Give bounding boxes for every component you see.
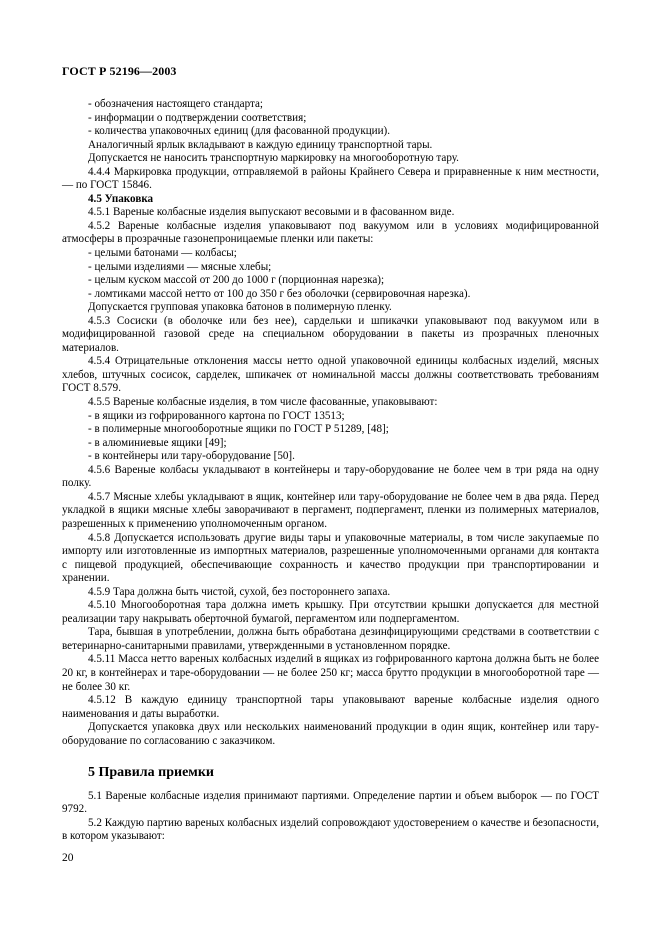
list-item: - целыми изделиями — мясные хлебы;: [88, 260, 272, 273]
clause-4-4-4: 4.4.4 Маркировка продукции, отправляемой в районы Крайнего Севера и приравненные к ним местности, — по ГОСТ 15846.: [62, 165, 599, 192]
clause-4-5-2: 4.5.2 Вареные колбасные изделия упаковывают под вакуумом или в условиях модифицированной атмосферы в прозрачные газонепроницаемые пленки или пакеты:: [62, 219, 599, 246]
document-header: ГОСТ Р 52196—2003: [62, 64, 177, 78]
page-number: 20: [62, 852, 74, 864]
list-item: - в контейнеры или тару-оборудование [50].: [88, 450, 295, 463]
list-item: - в ящики из гофрированного картона по ГОСТ 13513;: [88, 409, 345, 422]
subsection-title: 4.5 Упаковка: [88, 192, 154, 205]
text-line: - количества упаковочных единиц (для фасованной продукции).: [88, 125, 390, 138]
text-line: Допускается не наносить транспортную маркировку на многооборотную тару.: [88, 152, 459, 165]
clause-4-5-9: 4.5.9 Тара должна быть чистой, сухой, без постороннего запаха.: [88, 585, 391, 598]
clause-4-5-11: 4.5.11 Масса нетто вареных колбасных изделий в ящиках из гофрированного картона должна быть не более 20 кг, в контейнерах и таре-оборудовании — не более 250 кг; масса брутто продукции в многооборотной таре — не более 30 кг.: [62, 653, 599, 693]
text-line: Аналогичный ярлык вкладывают в каждую единицу транспортной тары.: [88, 138, 433, 151]
list-item: - ломтиками массой нетто от 100 до 350 г без оболочки (сервировочная нарезка).: [88, 287, 471, 300]
section-title: 5 Правила приемки: [88, 765, 214, 781]
text-line: Тара, бывшая в употреблении, должна быть обработана дезинфицирующими средствами в соответствии с ветеринарно-санитарными правилами, утвержденными в установленном порядке.: [62, 626, 599, 652]
clause-5-2: 5.2 Каждую партию вареных колбасных изделий сопровождают удостоверением о качестве и безопасности, в котором указывают:: [62, 816, 599, 843]
list-item: - в алюминиевые ящики [49];: [88, 436, 227, 449]
document-body: [62, 98, 599, 844]
list-item: - целым куском массой от 200 до 1000 г (порционная нарезка);: [88, 274, 385, 287]
text-line: - информации о подтверждении соответствия;: [88, 111, 307, 124]
clause-4-5-12: 4.5.12 В каждую единицу транспортной тары упаковывают вареные колбасные изделия одного наименования и даты выработки.: [62, 694, 599, 720]
text-line: Допускается групповая упаковка батонов в полимерную пленку.: [88, 301, 392, 314]
clause-4-5-3: 4.5.3 Сосиски (в оболочке или без нее), сардельки и шпикачки упаковывают под вакуумом или в модифицированной газовой среде на специальном оборудовании в пакеты из прозрачных пленочных материалов.: [62, 314, 599, 354]
clause-4-5-4: 4.5.4 Отрицательные отклонения массы нетто одной упаковочной единицы колбасных изделий, мясных хлебов, штучных сосисок, сарделек, шпикачек от номинальной массы должны соответствовать требованиям ГОСТ 8.579.: [62, 355, 599, 395]
clause-4-5-1: 4.5.1 Вареные колбасные изделия выпускают весовыми и в фасованном виде.: [88, 206, 455, 219]
list-item: - в полимерные многооборотные ящики по ГОСТ Р 51289, [48];: [88, 423, 389, 436]
clause-4-5-7: 4.5.7 Мясные хлебы укладывают в ящик, контейнер или тару-оборудование не более чем в два ряда. Перед укладкой в ящики мясные хлебы заворачивают в пергамент, подпергамент, пленки из полимерных материалов, разрешенных к применению уполномоченным органом.: [62, 490, 599, 530]
clause-4-5-5: 4.5.5 Вареные колбасные изделия, в том числе фасованные, упаковывают:: [88, 396, 438, 409]
text-line: - обозначения настоящего стандарта;: [88, 98, 263, 110]
list-item: - целыми батонами — колбасы;: [88, 247, 237, 260]
clause-4-5-8: 4.5.8 Допускается использовать другие виды тары и упаковочные материалы, в том числе закупаемые по импорту или изготовленные из импортных материалов, разрешенные уполномоченными органами для контакта с пищевой продукцией, обеспечивающие сохранность и качество продукции при транспортировании и хранении.: [62, 531, 599, 585]
clause-4-5-6: 4.5.6 Вареные колбасы укладывают в контейнеры и тару-оборудование не более чем в три ряда на одну полку.: [62, 463, 599, 490]
clause-4-5-10: 4.5.10 Многооборотная тара должна иметь крышку. При отсутствии крышки допускается для местной реализации тару накрывать оберточной бумагой, пергаментом или подпергаментом.: [62, 599, 599, 625]
clause-5-1: 5.1 Вареные колбасные изделия принимают партиями. Определение партии и объем выборок — по ГОСТ 9792.: [62, 789, 599, 816]
text-line: Допускается упаковка двух или нескольких наименований продукции в один ящик, контейнер или тару-оборудование по согласованию с заказчиком.: [62, 721, 599, 747]
